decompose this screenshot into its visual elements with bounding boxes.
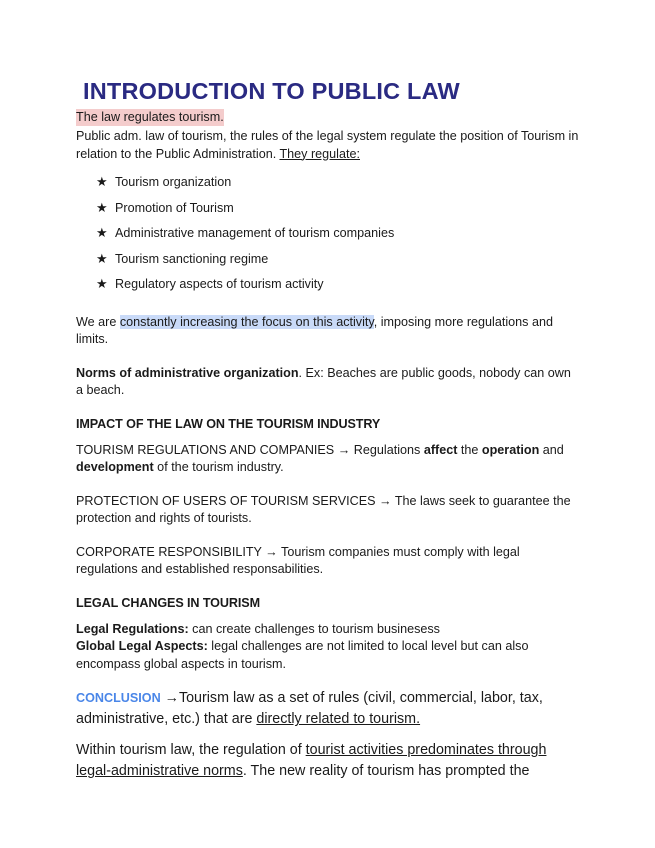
- conclusion-underlined: directly related to tourism.: [256, 711, 421, 728]
- focus-post: , imposing more regulations and limits.: [76, 314, 553, 347]
- star-icon: ★: [96, 276, 108, 292]
- norms-bold: Norms of administrative organization: [76, 365, 299, 380]
- subtitle-highlight: The law regulates tourism.: [76, 110, 224, 124]
- star-bullet-list: [76, 173, 581, 301]
- legal2-text: legal challenges are not limited to local level but can also encompass global aspects in tourism.: [76, 639, 529, 671]
- final-underlined: tourist activities predominates through legal-administrative norms: [76, 742, 547, 780]
- norms-text: . Ex: Beaches are public goods, nobody can own a beach.: [76, 365, 571, 398]
- focus-highlight: constantly increasing the focus on this activity: [119, 314, 374, 329]
- list-item: [96, 250, 581, 276]
- list-item-text: Promotion of Tourism: [115, 200, 234, 215]
- focus-pre: We are: [76, 314, 120, 329]
- star-icon: ★: [96, 225, 108, 241]
- legal1-bold: Legal Regulations:: [76, 621, 189, 636]
- impact1-bold-operation: operation: [481, 442, 540, 457]
- intro-text: Public adm. law of tourism, the rules of the legal system regulate the position of Tourism in relation to the Public Administration.: [76, 129, 579, 161]
- list-item-text: Administrative management of tourism companies: [115, 226, 395, 241]
- impact1-text-d: and: [539, 442, 564, 457]
- legal2-bold: Global Legal Aspects:: [76, 639, 208, 654]
- impact-paragraph-3: CORPORATE RESPONSIBILITY → Tourism companies must comply with legal regulations and established responsabilities.: [76, 544, 520, 577]
- page-title: INTRODUCTION TO PUBLIC LAW: [83, 78, 460, 104]
- impact1-text-a: TOURISM REGULATIONS AND COMPANIES → Regulations: [76, 442, 424, 457]
- star-icon: ★: [96, 174, 108, 189]
- intro-underlined: They regulate:: [279, 146, 360, 161]
- final-paragraph: [76, 740, 581, 782]
- list-item-text: Regulatory aspects of tourism activity: [115, 277, 324, 292]
- impact-heading: IMPACT OF THE LAW ON THE TOURISM INDUSTRY: [76, 416, 381, 431]
- impact1-bold-development: development: [76, 460, 154, 475]
- final-post: . The new reality of tourism has prompted the: [242, 763, 530, 780]
- conclusion-paragraph: [76, 688, 581, 730]
- norms-paragraph: [76, 365, 581, 400]
- impact1-text-c: the: [457, 442, 482, 457]
- list-item: [96, 199, 581, 225]
- list-item: [96, 173, 581, 199]
- intro-paragraph: [76, 128, 581, 163]
- final-pre: Within tourism law, the regulation of: [76, 742, 306, 759]
- list-item-text: Tourism organization: [115, 175, 232, 189]
- list-item: [96, 224, 581, 250]
- legal1-text: can create challenges to tourism businesess: [188, 621, 440, 636]
- impact1-bold-affect: affect: [423, 442, 458, 457]
- legal-paragraph: [76, 621, 581, 674]
- legal-heading: LEGAL CHANGES IN TOURISM: [76, 595, 260, 610]
- focus-paragraph: [76, 314, 581, 349]
- conclusion-text: →Tourism law as a set of rules (civil, commercial, labor, tax, administrative, etc.) that are: [76, 690, 543, 728]
- star-icon: ★: [96, 199, 108, 215]
- impact-paragraph-1: [76, 442, 581, 477]
- impact1-text-e: of the tourism industry.: [153, 460, 284, 475]
- list-item: [96, 275, 581, 301]
- star-icon: ★: [96, 250, 108, 266]
- document-content: [76, 76, 581, 782]
- conclusion-label: CONCLUSION: [76, 691, 161, 706]
- list-item-text: Tourism sanctioning regime: [115, 251, 269, 266]
- impact-paragraph-2: PROTECTION OF USERS OF TOURISM SERVICES → The laws seek to guarantee the protection and rights of tourists.: [76, 493, 571, 526]
